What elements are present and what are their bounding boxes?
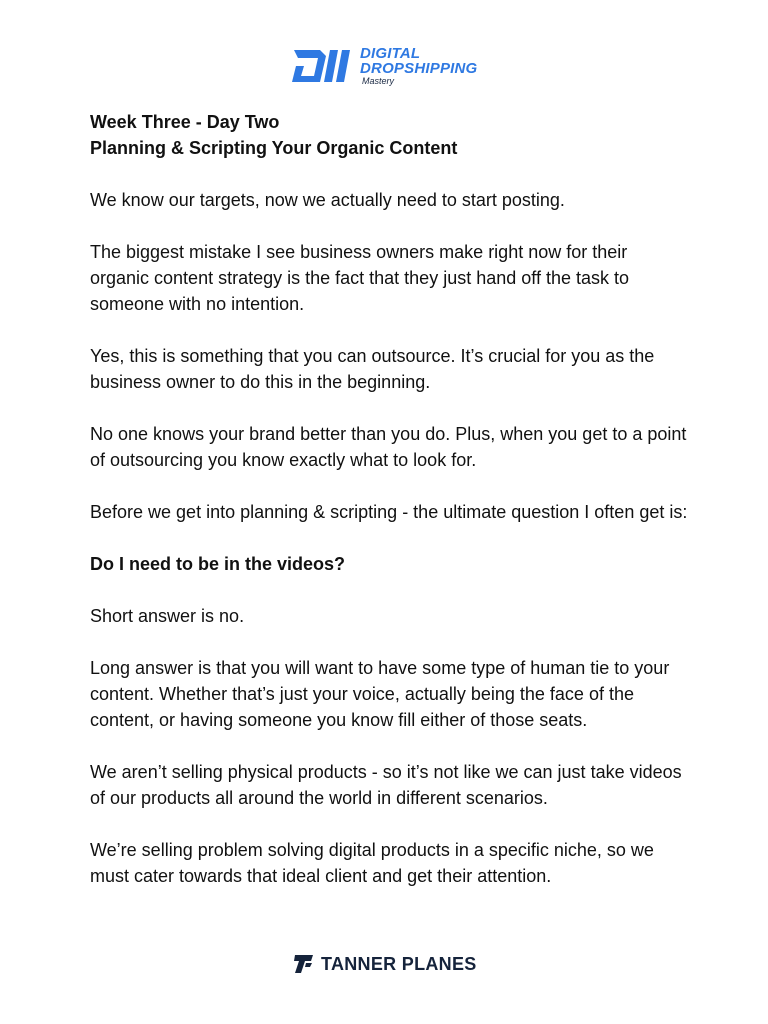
- document-body: [90, 109, 690, 915]
- footer-logo: [293, 951, 477, 977]
- header-logo: [290, 44, 477, 90]
- tp-monogram-icon: [293, 953, 315, 975]
- paragraph: The biggest mistake I see business owners make right now for their organic content strategy is the fact that they just hand off the task to someone with no intention.: [90, 242, 629, 314]
- title-line-topic: Planning & Scripting Your Organic Content: [90, 138, 458, 158]
- dd-monogram-icon: [290, 44, 354, 86]
- logo-line-digital: DIGITAL: [360, 45, 421, 62]
- logo-line-dropshipping: DROPSHIPPING: [360, 60, 478, 77]
- document-title: [90, 109, 690, 161]
- paragraph: We aren’t selling physical products - so it’s not like we can just take videos of our products all around the world in different scenarios.: [90, 762, 682, 808]
- logo-wordmark: [360, 46, 477, 86]
- paragraph: Short answer is no.: [90, 606, 245, 626]
- footer-brand-text: TANNER PLANES: [321, 954, 477, 974]
- paragraph: We know our targets, now we actually need to start posting.: [90, 190, 565, 210]
- title-line-week: Week Three - Day Two: [90, 112, 280, 132]
- logo-line-mastery: Mastery: [362, 76, 395, 86]
- paragraph: Before we get into planning & scripting - the ultimate question I often get is:: [90, 502, 688, 522]
- paragraph: No one knows your brand better than you do. Plus, when you get to a point of outsourcing you know exactly what to look for.: [90, 424, 687, 470]
- paragraph: Long answer is that you will want to have some type of human tie to your content. Whether that’s just your voice, actually being the face of the content, or having someone you know fill either of those seats.: [90, 658, 670, 730]
- paragraph: Yes, this is something that you can outsource. It’s crucial for you as the business owner to do this in the beginning.: [90, 346, 655, 392]
- paragraph: We’re selling problem solving digital products in a specific niche, so we must cater towards that ideal client and get their attention.: [90, 840, 654, 886]
- section-subheading: Do I need to be in the videos?: [90, 554, 346, 574]
